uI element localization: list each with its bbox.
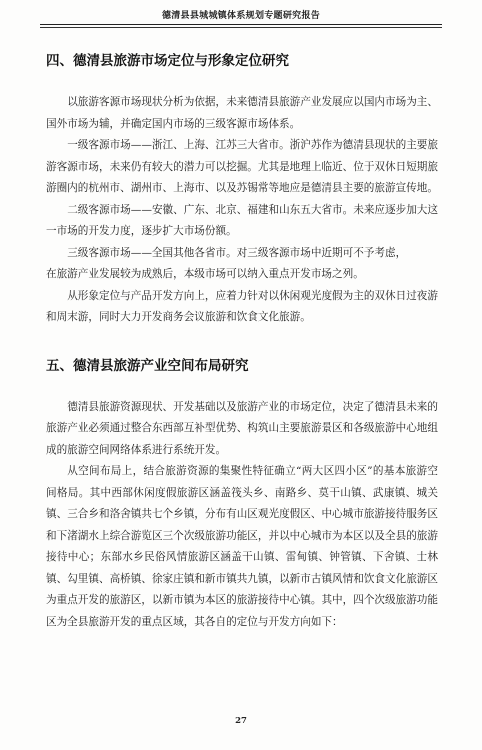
paragraph: 三级客源市场——全国其他各省市。对三级客源市场中近期可不予考虑，: [67, 246, 407, 259]
paragraph: 从形象定位与产品开发方向上，应着力针对以休闲观光度假为主的双休日过夜游和周末游，同时大力开发商务会议旅游和饮食文化旅游。: [46, 289, 438, 323]
page-content: [46, 52, 438, 633]
section-heading-spatial-layout: 五、德清县旅游产业空间布局研究: [46, 357, 249, 374]
paragraph: 从空间布局上，结合旅游资源的集聚性特征确立“两大区四小区”的基本旅游空间格局。其中西部休闲度假旅游区涵盖筏头乡、南路乡、莫干山镇、武康镇、城关镇、三合乡和洛舍镇共七个乡镇，分布有山区观光度假区、中心城市旅游接待服务区和下渚湖水上综合游览区三个次级旅游功能区，并以中心城市为本区以及全县的旅游接待中心；东部水乡民俗风情旅游区涵盖干山镇、雷甸镇、钟管镇、下舍镇、士林镇、勾里镇、高桥镇、徐家庄镇和新市镇共九镇，以新市古镇风情和饮食文化旅游区为重点开发的旅游区，以新市镇为本区的旅游接待中心镇。其中，四个次级旅游功能区为全县旅游开发的重点区域，其各自的定位与开发方向如下：: [46, 465, 438, 628]
header-rule-thin: [40, 27, 442, 28]
paragraph: 二级客源市场——安徽、广东、北京、福建和山东五大省市。未来应逐步加大这一市场的开发力度，逐步扩大市场份额。: [46, 203, 438, 237]
paragraph: 一级客源市场——浙江、上海、江苏三大省市。浙沪苏作为德清县现状的主要旅游客源市场，未来仍有较大的潜力可以挖掘。尤其是地理上临近、位于双休日短期旅游圈内的杭州市、湖州市、上海市、以及苏锡常等地应是德清县主要的旅游宣传地。: [46, 139, 438, 194]
page-number: 27: [235, 716, 247, 726]
header-rule: [40, 24, 442, 25]
section-heading-market-positioning: 四、德清县旅游市场定位与形象定位研究: [46, 53, 289, 69]
paragraph-continuation: 在旅游产业发展较为成熟后，本级市场可以纳入重点开发市场之列。: [46, 268, 364, 280]
running-header: 德清县县城城镇体系规划专题研究报告: [161, 11, 321, 21]
paragraph: 德清县旅游资源现状、开发基础以及旅游产业的市场定位，决定了德清县未来的旅游产业必须通过整合东西部互补型优势、构筑山主要旅游景区和各级旅游中心地组成的旅游空间网络体系进行系统开发。: [46, 400, 438, 456]
paragraph: 以旅游客源市场现状分析为依据，未来德清县旅游产业发展应以国内市场为主、国外市场为辅，并确定国内市场的三级客源市场体系。: [46, 96, 438, 130]
